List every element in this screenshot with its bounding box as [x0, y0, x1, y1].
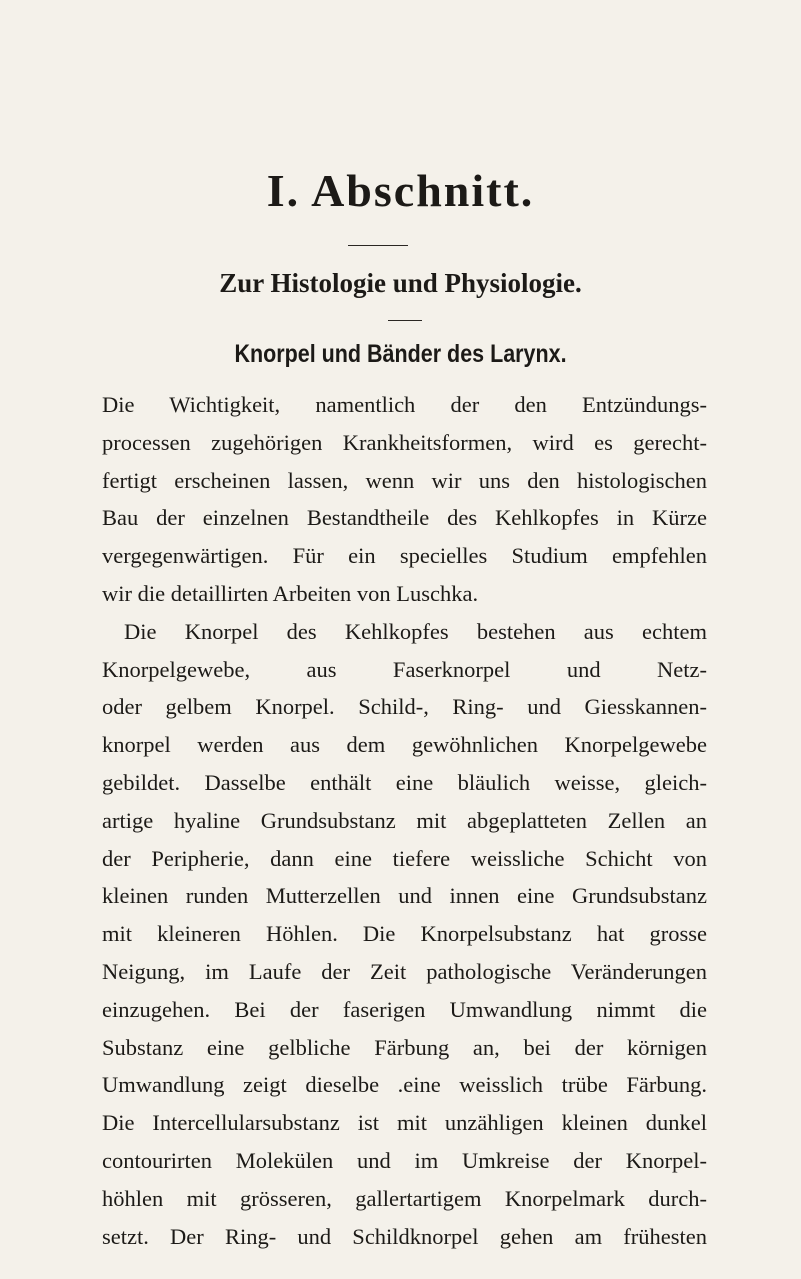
- text-line: Die Intercellularsubstanz ist mit unzähligen kleinen dunkel: [102, 1110, 707, 1136]
- text-line: mit kleineren Höhlen. Die Knorpelsubstanz hat grosse: [102, 921, 707, 947]
- text-line: Substanz eine gelbliche Färbung an, bei der körnigen: [102, 1034, 707, 1060]
- chapter-title: I. Abschnitt.: [266, 165, 535, 216]
- text-line: knorpel werden aus dem gewöhnlichen Knorpelgewebe: [102, 732, 707, 758]
- text-line: oder gelbem Knorpel. Schild-, Ring- und Giesskannen-: [102, 694, 707, 720]
- text-line: Die Wichtigkeit, namentlich der den Entzündungs-: [102, 392, 707, 417]
- text-line: processen zugehörigen Krankheitsformen, wird es gerecht-: [102, 429, 707, 455]
- title-divider: [348, 245, 408, 246]
- text-line: wir die detaillirten Arbeiten von Luschka.: [102, 580, 479, 606]
- text-line: artige hyaline Grundsubstanz mit abgeplatteten Zellen an: [102, 807, 707, 833]
- text-line: fertigt erscheinen lassen, wenn wir uns den histologischen: [102, 467, 707, 493]
- text-line: kleinen runden Mutterzellen und innen eine Grundsubstanz: [102, 883, 707, 909]
- body-paragraph: [102, 386, 707, 1255]
- text-line: der Peripherie, dann eine tiefere weissliche Schicht von: [102, 845, 707, 871]
- text-line: Die Knorpel des Kehlkopfes bestehen aus echtem: [124, 618, 707, 644]
- text-line: setzt. Der Ring- und Schildknorpel gehen am frühesten: [102, 1223, 707, 1249]
- text-line: Bau der einzelnen Bestandtheile des Kehlkopfes in Kürze: [102, 505, 707, 531]
- text-line: Umwandlung zeigt dieselbe .eine weisslich trübe Färbung.: [102, 1072, 707, 1098]
- subtitle-divider: [388, 320, 422, 321]
- section-subtitle: Zur Histologie und Physiologie.: [219, 268, 582, 298]
- text-line: contourirten Molekülen und im Umkreise der Knorpel-: [102, 1147, 707, 1173]
- text-line: gebildet. Dasselbe enthält eine bläulich weisse, gleich-: [102, 769, 707, 795]
- text-line: Knorpelgewebe, aus Faserknorpel und Netz-: [102, 656, 707, 682]
- text-line: einzugehen. Bei der faserigen Umwandlung nimmt die: [102, 996, 707, 1022]
- text-line: vergegenwärtigen. Für ein specielles Studium empfehlen: [102, 543, 707, 569]
- text-line: Neigung, im Laufe der Zeit pathologische Veränderungen: [102, 958, 707, 984]
- text-line: höhlen mit grösseren, gallertartigem Knorpelmark durch-: [102, 1185, 707, 1211]
- topic-heading: Knorpel und Bänder des Larynx.: [234, 340, 567, 368]
